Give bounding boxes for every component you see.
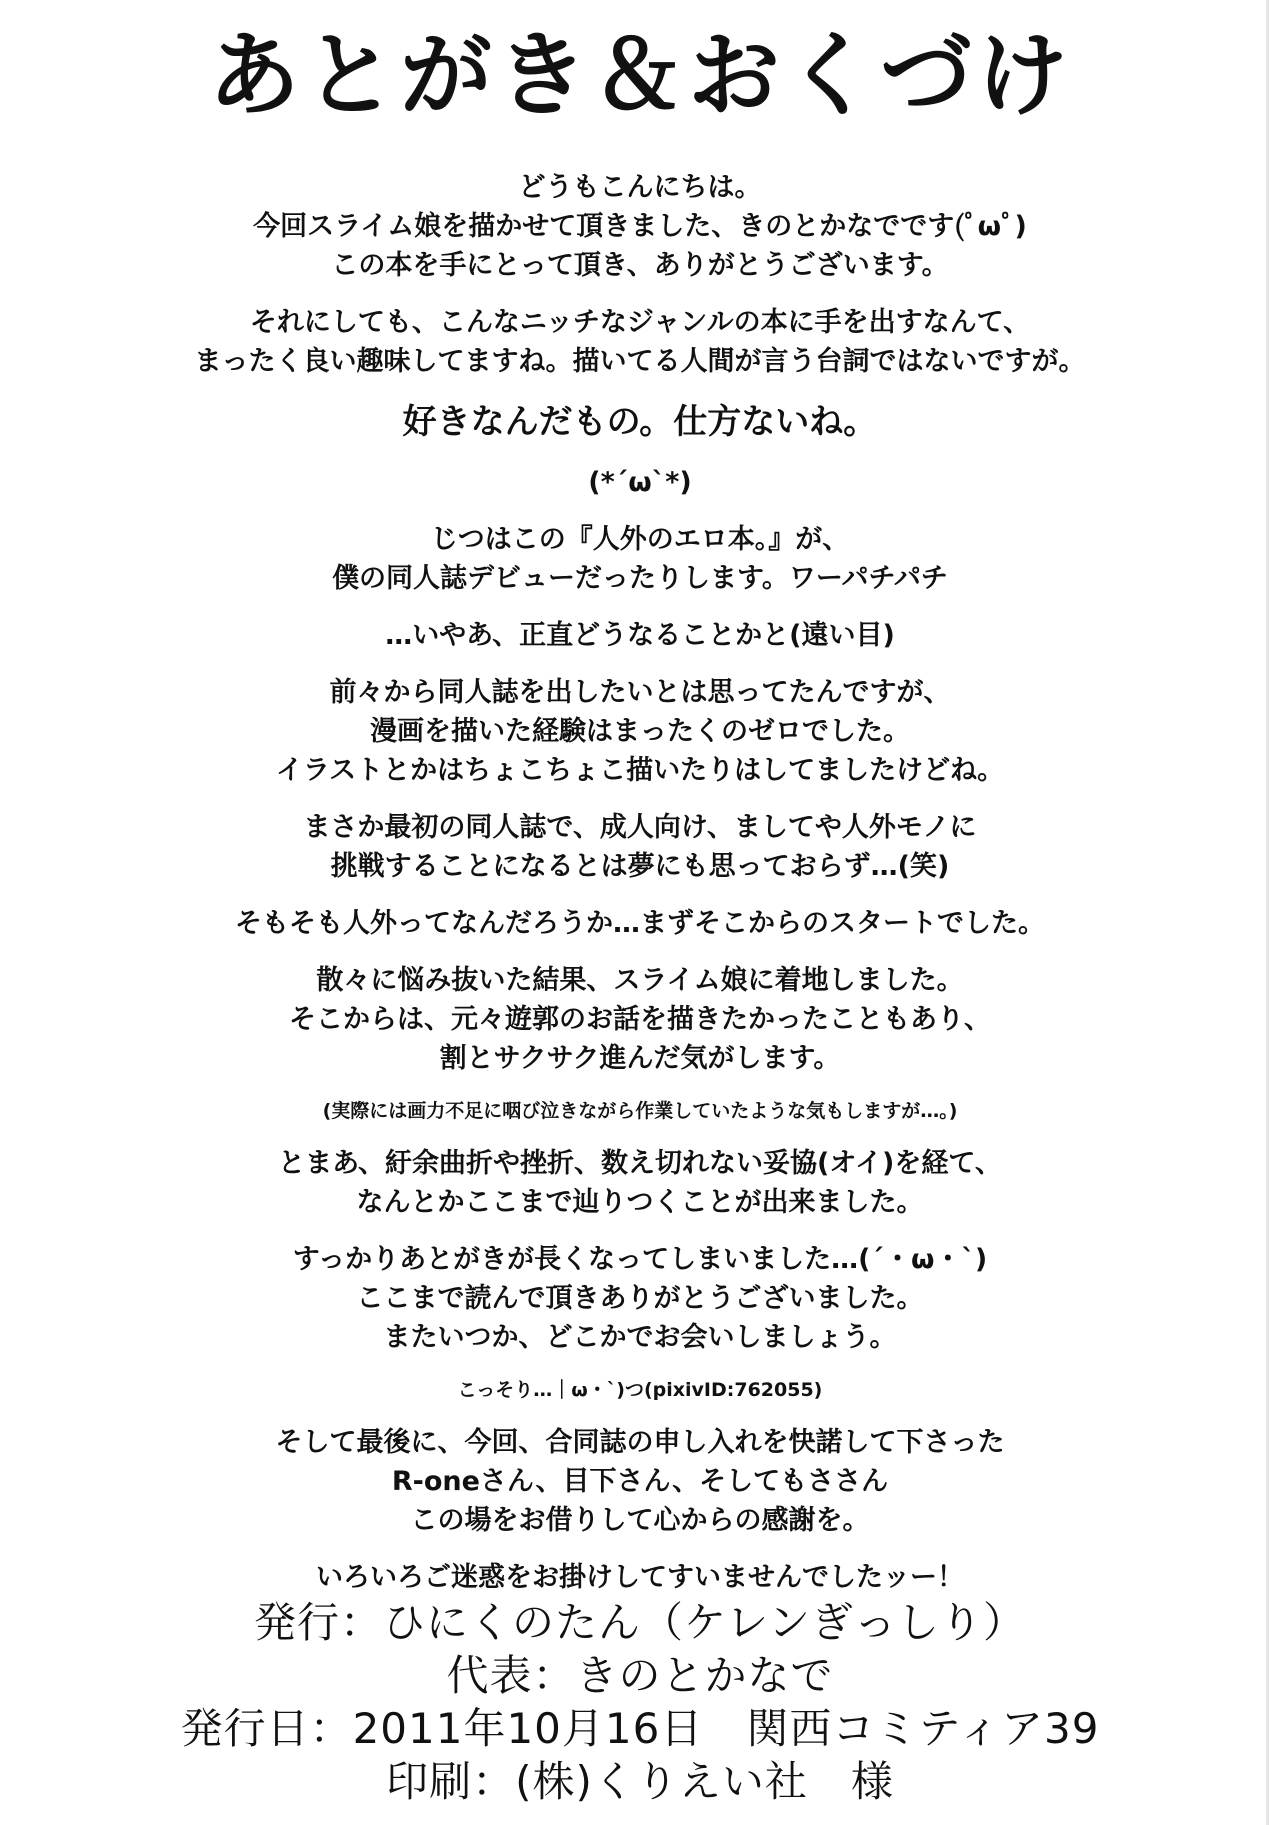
text-line: こっそり…｜ω・`)つ(pixivID:762055) [457,1379,823,1401]
challenge-paragraph [0,808,1280,886]
text-line: なんとかここまで辿りつくことが出来ました。 [356,1187,924,1218]
emoticon-paragraph [0,463,1280,502]
thanks-paragraph [0,1240,1280,1357]
text-line: この場をお借りして心からの感謝を。 [410,1505,870,1536]
pixiv-paragraph [0,1375,1280,1405]
printer-line: 印刷：(株)くりえい社 様 [386,1757,894,1806]
debut-paragraph [0,520,1280,598]
text-line: 前々から同人誌を出したいとは思ってたんですが、 [329,677,951,708]
text-line: この本を手にとって頂き、ありがとうございます。 [331,250,949,281]
text-line: 僕の同人誌デビューだったりします。ワーパチパチ [332,563,948,594]
issue-date-line: 発行日：2011年10月16日 関西コミティア39 [180,1704,1100,1753]
text-line: 漫画を描いた経験はまったくのゼロでした。 [370,716,910,747]
text-line: まったく良い趣味してますね。描いてる人間が言う台詞ではないですが。 [194,346,1086,377]
text-line: ここまで読んで頂きありがとうございました。 [356,1283,924,1314]
greeting-paragraph [0,168,1280,285]
publisher-line: 発行：ひにくのたん（ケレンぎっしり） [253,1598,1027,1647]
niche-paragraph [0,303,1280,381]
text-line: 散々に悩み抜いた結果、スライム娘に着地しました。 [316,965,964,996]
text-line: そして最後に、今回、合同誌の申し入れを快諾して下さった [275,1427,1005,1458]
text-line: R-oneさん、目下さん、そしてもささん [391,1466,889,1497]
text-line: イラストとかはちょこちょこ描いたりはしてましたけどね。 [275,755,1005,786]
afterword-body [0,168,1280,1615]
text-line: 割とサクサク進んだ気がします。 [439,1043,841,1074]
text-line: それにしても、こんなニッチなジャンルの本に手を出すなんて、 [249,307,1031,338]
start-paragraph [0,904,1280,943]
text-line: どうもこんにちは。 [518,172,762,203]
compromise-paragraph [0,1144,1280,1222]
text-line: 今回スライム娘を描かせて頂きました、きのとかなでです(ﾟωﾟ) [253,211,1027,242]
text-line: いろいろご迷惑をお掛けしてすいませんでしたッー！ [316,1562,964,1593]
experience-paragraph [0,673,1280,790]
text-line: 好きなんだもの。仕方ないね。 [402,402,878,442]
text-line: すっかりあとがきが長くなってしまいました…(´・ω・`) [292,1244,988,1275]
emphasis-paragraph [0,399,1280,445]
text-line: まさか最初の同人誌で、成人向け、ましてや人外モノに [303,812,977,843]
result-paragraph [0,961,1280,1078]
acknowledgement-paragraph [0,1423,1280,1540]
text-line: じつはこの『人外のエロ本。』が、 [430,524,850,555]
page-edge-shadow [1266,0,1269,1825]
text-line: 挑戦することになるとは夢にも思っておらず…(笑) [330,851,950,882]
page-title: あとがき＆おくづけ [207,21,1072,129]
text-line: とまあ、紆余曲折や挫折、数え切れない妥協(オイ)を経て、 [278,1148,1002,1179]
text-line: …いやあ、正直どうなることかと(遠い目) [385,620,895,651]
text-line: そもそも人外ってなんだろうか…まずそこからのスタートでした。 [235,908,1045,939]
text-line: そこからは、元々遊郭のお話を描きたかったこともあり、 [289,1004,991,1035]
apology-paragraph [0,1558,1280,1597]
text-line: (実際には画力不足に咽び泣きながら作業していたような気もしますが…。) [322,1100,958,1122]
honest-paragraph [0,616,1280,655]
text-line: またいつか、どこかでお会いしましょう。 [383,1322,897,1353]
colophon [0,1596,1280,1808]
text-line: (*´ω`*) [588,467,692,498]
aside-paragraph [0,1096,1280,1126]
representative-line: 代表：きのとかなで [446,1651,834,1700]
